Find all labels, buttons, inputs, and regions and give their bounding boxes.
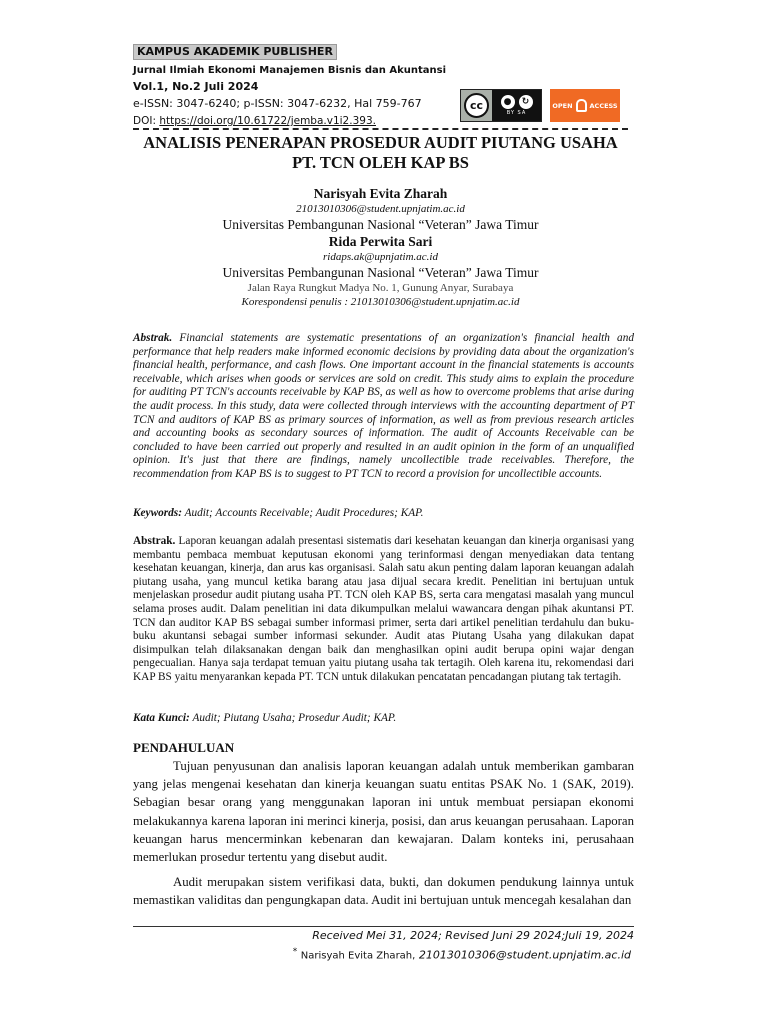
author-email[interactable]: 21013010306@student.upnjatim.ac.id — [296, 203, 465, 215]
keywords-text: Audit; Accounts Receivable; Audit Procedures; KAP. — [184, 507, 424, 519]
body-paragraph — [133, 873, 634, 909]
footnote-email[interactable]: 21013010306@student.upnjatim.ac.id — [418, 948, 631, 962]
keywords-text: Audit; Piutang Usaha; Prosedur Audit; KAP. — [192, 712, 397, 724]
oa-left-text: OPEN — [552, 101, 573, 110]
paper-title — [133, 133, 628, 173]
abstract-english — [133, 332, 634, 482]
author-affiliation: Universitas Pembangunan Nasional “Veteran” Jawa Timur — [222, 265, 539, 280]
abstract-text: Laporan keuangan adalah presentasi sistematis dari kesehatan keuangan dan kinerja organisasi yang membantu pembaca membuat keputusan ekonomi yang terinformasi dengan menyediakan data tentang kesehatan keuangan, kinerja, dan arus kas organisasi. Salah satu akun penting dalam laporan keuangan adalah piutang usaha, yang muncul ketika barang atau jasa dijual secara kredit. Penelitian ini bertujuan untuk menjelaskan prosedur audit piutang usaha PT. TCN oleh KAP BS, serta cara mengatasi masalah yang muncul selama proses audit. Dalam penelitian ini data dikumpulkan melalui wawancara dengan pihak akuntansi PT. TCN dan auditor KAP BS sebagai sumber informasi primer, serta dari artikel penelitian terdahulu dan buku-buku akuntansi sebagai sumber informasi sekunder. Audit atas Piutang Usaha yang dilakukan dapat disimpulkan telah dilaksanakan dengan baik dan menghasilkan opini audit berupa opini wajar dengan pengecualian. Hanya saja terdapat temuan yaitu piutang usaha tak tertagih. Oleh karena itu, rekomendasi dari KAP BS yaitu menyarankan kepada PT. TCN untuk dilakukan pencatatan pencadangan piutang tak tertagih. — [133, 535, 634, 683]
author-name: Rida Perwita Sari — [328, 234, 433, 249]
keywords-english — [133, 507, 634, 521]
title-line-2: PT. TCN OLEH KAP BS — [292, 153, 469, 172]
title-line-1: ANALISIS PENERAPAN PROSEDUR AUDIT PIUTANG USAHA — [143, 133, 618, 152]
footnote-correspondence — [293, 947, 631, 962]
author-affiliation: Universitas Pembangunan Nasional “Veteran” Jawa Timur — [222, 217, 539, 232]
keywords-label: Kata Kunci: — [133, 712, 190, 724]
journal-name: Jurnal Ilmiah Ekonomi Manajemen Bisnis dan Akuntansi — [133, 65, 447, 76]
abstract-text: Financial statements are systematic presentations of an organization's financial health and performance that help readers make informed economic decisions by providing data about the organization's financial health, performance, and cash flows. One important account in the financial statements is accounts receivable, which arises when goods or services are sold on credit. This study aims to explain the procedure for auditing PT TCN's accounts receivable by KAP BS, as well as how to overcome problems that arise during the audit process. In this study, data were collected through interviews with the accounting department of PT TCN and auditors of KAP BS as primary sources of information, as well as from previous research articles and accounting books as secondary sources of information. The audit of Accounts Receivable can be concluded to have been carried out properly and resulted in an audit opinion in the form of an unqualified opinion. It's just that there are findings, namely uncollectible trade receivables. Therefore, the recommendation from KAP BS is to suggest to PT TCN to record a provision for uncollectible accounts. — [133, 332, 634, 480]
abstract-label: Abstrak. — [133, 332, 173, 344]
section-heading: PENDAHULUAN — [133, 740, 235, 755]
author-email[interactable]: ridaps.ak@upnjatim.ac.id — [323, 251, 438, 263]
open-access-badge[interactable] — [550, 89, 620, 122]
issn-info: e-ISSN: 3047-6240; p-ISSN: 3047-6232, Hal 759-767 — [133, 97, 422, 110]
publisher-name: KAMPUS AKADEMIK PUBLISHER — [133, 44, 337, 60]
oa-right-text: ACCESS — [589, 101, 618, 110]
cc-icon: cc — [464, 93, 489, 118]
footnote-author: Narisyah Evita Zharah, — [300, 950, 416, 962]
open-lock-icon — [576, 99, 587, 112]
paragraph-text: Tujuan penyusunan dan analisis laporan keuangan adalah untuk memberikan gambaran yang jelas mengenai kesehatan dan kinerja keuangan suatu entitas PSAK No. 1 (SAK, 2019). Sebagian besar orang yang menggunakan laporan ini untuk membuat persiapan ekonomi melakukannya karena laporan ini merinci kinerja, posisi, dan arus keuangan perusahaan. Laporan keuangan harus mencerminkan kebenaran dan kewajaran. Dalam konteks ini, perusahaan memerlukan prosedur tertentu yang disebut audit. — [133, 759, 634, 865]
institution-address: Jalan Raya Rungkut Madya No. 1, Gunung Anyar, Surabaya — [247, 282, 514, 294]
paragraph-text: Audit merupakan sistem verifikasi data, bukti, dan dokumen pendukung lainnya untuk memastikan validitas dan pengungkapan data. Audit ini bertujuan untuk mencegah kesalahan dan — [133, 875, 634, 908]
author-name: Narisyah Evita Zharah — [313, 186, 448, 201]
doi-label: DOI: — [133, 115, 156, 127]
keywords-indonesian — [133, 712, 634, 726]
volume-info: Vol.1, No.2 Juli 2024 — [133, 80, 259, 93]
abstract-label: Abstrak. — [133, 535, 176, 547]
correspondence-note: Korespondensi penulis : 21013010306@student.upnjatim.ac.id — [241, 296, 520, 308]
keywords-label: Keywords: — [133, 507, 182, 519]
author-block — [133, 185, 628, 309]
footer-divider — [133, 926, 634, 927]
doi-link[interactable]: https://doi.org/10.61722/jemba.v1i2.393. — [159, 115, 376, 127]
abstract-indonesian — [133, 535, 634, 685]
header-divider — [133, 128, 628, 130]
footnote-star: * — [292, 947, 298, 957]
received-dates: Received Mei 31, 2024; Revised Juni 29 2024;Juli 19, 2024 — [312, 929, 634, 942]
cc-by-sa-badge[interactable] — [460, 89, 542, 122]
share-alike-icon: ↻ — [519, 95, 533, 109]
cc-label: BY SA — [506, 110, 527, 116]
body-paragraph — [133, 757, 634, 866]
by-person-icon: ● — [501, 95, 515, 109]
